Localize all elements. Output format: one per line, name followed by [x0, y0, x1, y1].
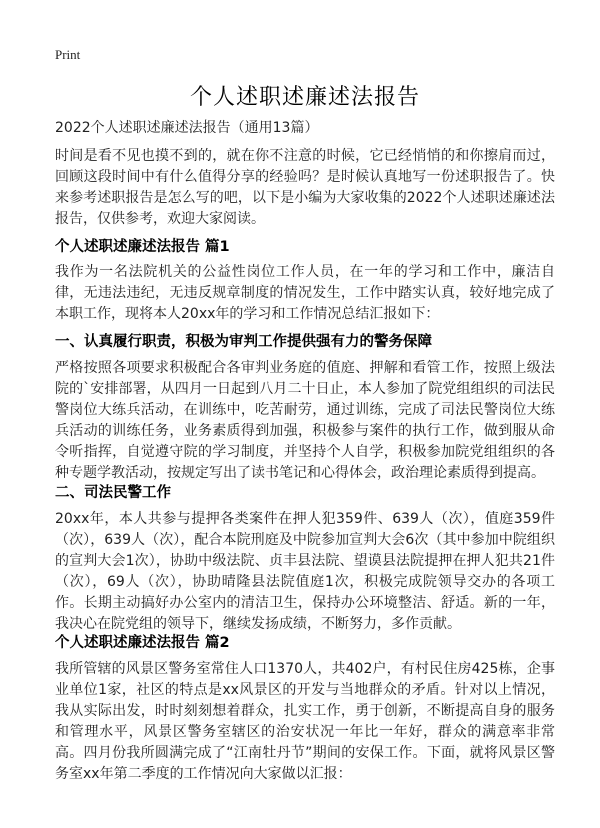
- section-paragraph-1: 我作为一名法院机关的公益性岗位工作人员，在一年的学习和工作中，廉洁自律，无违法违纪，无违反规章制度的情况发生，工作中踏实认真，较好地完成了本职工作，现将本人20xx年的学习和工作情况总结汇报如下：: [55, 264, 555, 322]
- section-paragraph-4: 我所管辖的风景区警务室常住人口1370人，共402户，有村民住房425栋，企事业单位1家，社区的特点是xx风景区的开发与当地群众的矛盾。针对以上情况，我从实际出发，时时刻刻想着群众，扎实工作，勇于创新，不断提高自身的服务和管理水平，风景区警务室辖区的治安状况一年比一年好，群众的满意率非常高。四月份我所圆满完成了“江南牡丹节”期间的安保工作。下面，就将风景区警务室xx年第二季度的工作情况向大家做以汇报：: [55, 661, 555, 782]
- section-paragraph-3: 20xx年，本人共参与提押各类案件在押人犯359件、639人（次），值庭359件（次），639人（次），配合本院刑庭及中院参加宣判大会6次（其中参加中院组织的宣判大会1次），协助中级法院、贞丰县法院、望谟县法院提押在押人犯共21件（次），69人（次），协助晴隆县法院值庭1次，积极完成院领导交办的各项工作。长期主动搞好办公室内的清洁卫生，保持办公环境整洁、舒适。新的一年，我决心在院党组的领导下，继续发扬成绩，不断努力，多作贡献。: [55, 511, 555, 632]
- print-link[interactable]: Print: [55, 47, 81, 62]
- intro-paragraph: 时间是看不见也摸不到的，就在你不注意的时候，它已经悄悄的和你擦肩而过，回顾这段时间中有什么值得分享的经验吗？是时候认真地写一份述职报告了。快来参考述职报告是怎么写的吧，以下是小编为大家收集的2022个人述职述廉述法报告，仅供参考，欢迎大家阅读。: [55, 148, 555, 227]
- document-subtitle: 2022个人述职述廉述法报告（通用13篇）: [55, 120, 319, 136]
- section-heading-2: 一、认真履行职责，积极为审判工作提供强有力的警务保障: [55, 334, 432, 350]
- section-heading-3: 二、司法民警工作: [55, 485, 171, 501]
- document-title: 个人述职述廉述法报告: [189, 85, 420, 110]
- section-heading-4: 个人述职述廉述法报告 篇2: [55, 635, 230, 651]
- section-paragraph-2: 严格按照各项要求积极配合各审判业务庭的值庭、押解和看管工作，按照上级法院的`安排部署，从四月一日起到八月二十日止，本人参加了院党组组织的司法民警岗位大练兵活动，在训练中，吃苦耐劳，通过训练，完成了司法民警岗位大练兵活动的训练任务，业务素质得到加强，积极参与案件的执行工作，做到服从命令听指挥，自觉遵守院的学习制度，并坚持个人自学，积极参加院党组组织的各种专题学教活动，按规定写出了读书笔记和心得体会，政治理论素质得到提高。: [55, 360, 555, 481]
- section-heading-1: 个人述职述廉述法报告 篇1: [55, 239, 230, 255]
